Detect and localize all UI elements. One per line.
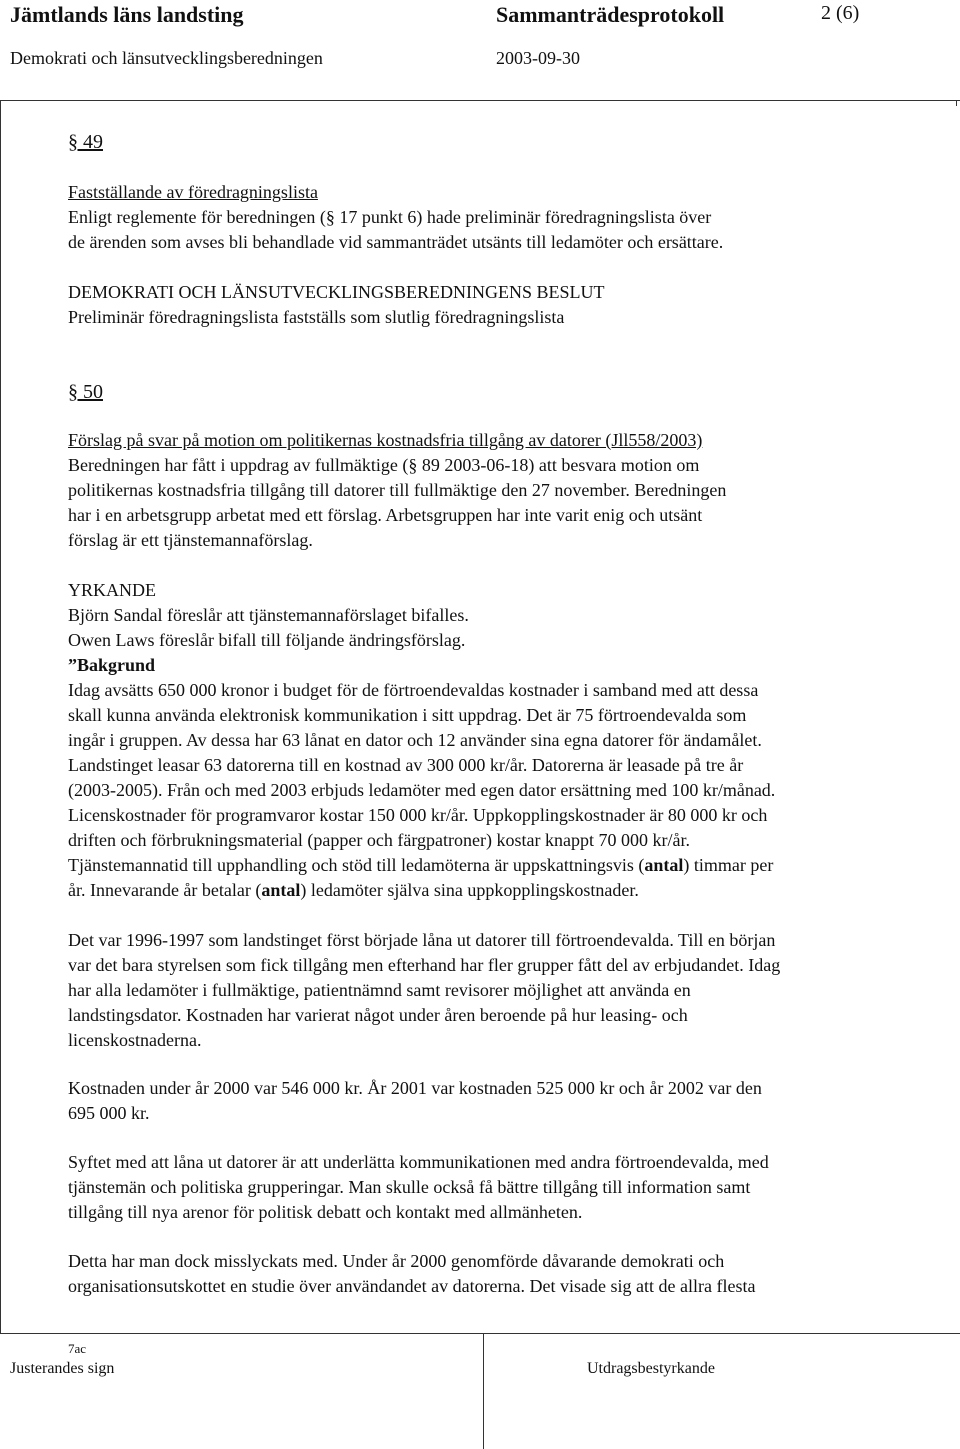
footer-divider	[483, 1333, 484, 1449]
section-49-body-line: Enligt reglemente för beredningen (§ 17 punkt 6) hade preliminär föredragningslista över	[68, 207, 712, 227]
frame-left-rule	[0, 100, 1, 1334]
bakgrund-line: ingår i gruppen. Av dessa har 63 lånat en dator och 12 använder sina egna datorer för ändamålet.	[68, 730, 762, 750]
bakgrund-placeholder: antal	[644, 855, 684, 875]
department-name: Demokrati och länsutvecklingsberedningen	[10, 48, 323, 68]
paragraph-line: 695 000 kr.	[68, 1103, 150, 1123]
paragraph-line: Kostnaden under år 2000 var 546 000 kr. År 2001 var kostnaden 525 000 kr och år 2002 var den	[68, 1078, 762, 1098]
organization-name: Jämtlands läns landsting	[10, 2, 244, 27]
paragraph-line: Syftet med att låna ut datorer är att underlätta kommunikationen med andra förtroendevalda, med	[68, 1152, 769, 1172]
section-49-label: § 49	[68, 131, 103, 153]
bakgrund-line: Licenskostnader för programvaror kostar 150 000 kr/år. Uppkopplingskostnader är 80 000 kr och	[68, 805, 768, 825]
paragraph-history	[68, 928, 938, 1053]
section-50-block	[68, 428, 938, 553]
paragraph-line: tjänstemän och politiska grupperingar. Man skulle också få bättre tillgång till information samt	[68, 1177, 751, 1197]
decision-heading: DEMOKRATI OCH LÄNSUTVECKLINGSBEREDNINGENS BESLUT	[68, 282, 605, 302]
bakgrund-line: driften och förbrukningsmaterial (papper och färgpatroner) kostar knappt 70 000 kr/år.	[68, 830, 690, 850]
paragraph-line: organisationsutskottet en studie över användandet av datorerna. Det visade sig att de allra flesta	[68, 1276, 756, 1296]
paragraph-line: har alla ledamöter i fullmäktige, patientnämnd samt revisorer möjlighet att använda en	[68, 980, 691, 1000]
section-49-body-line: de ärenden som avses bli behandlade vid sammanträdet utsänts till ledamöter och ersättare.	[68, 232, 724, 252]
document-type: Sammanträdesprotokoll	[496, 2, 725, 27]
section-49-block	[68, 180, 938, 255]
paragraph-study	[68, 1249, 938, 1299]
bakgrund-text: ) timmar per	[683, 855, 774, 875]
decision-block	[68, 280, 938, 330]
frame-right-rule	[956, 100, 957, 106]
paragraph-line: Detta har man dock misslyckats med. Under år 2000 genomförde dåvarande demokrati och	[68, 1251, 725, 1271]
page-number: 2 (6)	[821, 2, 860, 24]
yrkande-heading: YRKANDE	[68, 580, 156, 600]
paragraph-line: Det var 1996-1997 som landstinget först började låna ut datorer till förtroendevalda. Till en början	[68, 930, 776, 950]
frame-bottom-rule	[0, 1333, 960, 1334]
decision-text: Preliminär föredragningslista fastställs som slutlig föredragningslista	[68, 307, 565, 327]
section-50-label: § 50	[68, 381, 103, 403]
section-50-body-line: Beredningen har fått i uppdrag av fullmäktige (§ 89 2003-06-18) att besvara motion om	[68, 455, 700, 475]
yrkande-line: Björn Sandal föreslår att tjänstemannaförslaget bifalles.	[68, 605, 469, 625]
bakgrund-text: ) ledamöter själva sina uppkopplingskostnader.	[300, 880, 639, 900]
paragraph-line: tillgång till nya arenor för politisk debatt och kontakt med allmänheten.	[68, 1202, 583, 1222]
bakgrund-placeholder: antal	[261, 880, 301, 900]
page-subheader	[10, 48, 950, 74]
bakgrund-text: Tjänstemannatid till upphandling och stöd till ledamöterna är uppskattningsvis (	[68, 855, 645, 875]
section-50-number	[68, 380, 938, 405]
section-49-title: Fastställande av föredragningslista	[68, 182, 318, 202]
bakgrund-line: Idag avsätts 650 000 kronor i budget för de förtroendevaldas kostnader i samband med att dessa	[68, 680, 759, 700]
bakgrund-line	[68, 878, 938, 903]
paragraph-purpose	[68, 1150, 938, 1225]
paragraph-costs	[68, 1076, 938, 1126]
section-50-body-line: förslag är ett tjänstemannaförslag.	[68, 530, 313, 550]
bakgrund-text: år. Innevarande år betalar (	[68, 880, 262, 900]
footer-code: 7ac	[68, 1341, 87, 1356]
bakgrund-line: skall kunna använda elektronisk kommunikation i sitt uppdrag. Det är 75 förtroendevalda som	[68, 705, 747, 725]
paragraph-line: licenskostnaderna.	[68, 1030, 202, 1050]
section-50-title: Förslag på svar på motion om politikernas kostnadsfria tillgång av datorer (Jll558/2003)	[68, 430, 703, 450]
page-header	[10, 0, 950, 34]
bakgrund-heading: ”Bakgrund	[68, 655, 156, 675]
section-50-body-line: politikernas kostnadsfria tillgång till datorer till fullmäktige den 27 november. Beredningen	[68, 480, 727, 500]
bakgrund-line: (2003-2005). Från och med 2003 erbjuds ledamöter med egen dator ersättning med 100 kr/månad.	[68, 780, 776, 800]
meeting-date: 2003-09-30	[496, 48, 580, 68]
bakgrund-line: Landstinget leasar 63 datorerna till en kostnad av 300 000 kr/år. Datorerna är leasade på tre år	[68, 755, 744, 775]
footer-signature-label: Justerandes sign	[10, 1360, 115, 1377]
yrkande-block	[68, 578, 938, 903]
paragraph-line: var det bara styrelsen som fick tillgång men efterhand har fler grupper fått del av erbjudandet. Idag	[68, 955, 781, 975]
yrkande-line: Owen Laws föreslår bifall till följande ändringsförslag.	[68, 630, 466, 650]
bakgrund-line	[68, 853, 938, 878]
frame-top-rule	[0, 100, 960, 101]
footer-certification-label: Utdragsbestyrkande	[587, 1360, 715, 1377]
section-49-number	[68, 130, 938, 155]
section-50-body-line: har i en arbetsgrupp arbetat med ett förslag. Arbetsgruppen har inte varit enig och utsänt	[68, 505, 703, 525]
paragraph-line: landstingsdator. Kostnaden har varierat något under åren beroende på hur leasing- och	[68, 1005, 688, 1025]
